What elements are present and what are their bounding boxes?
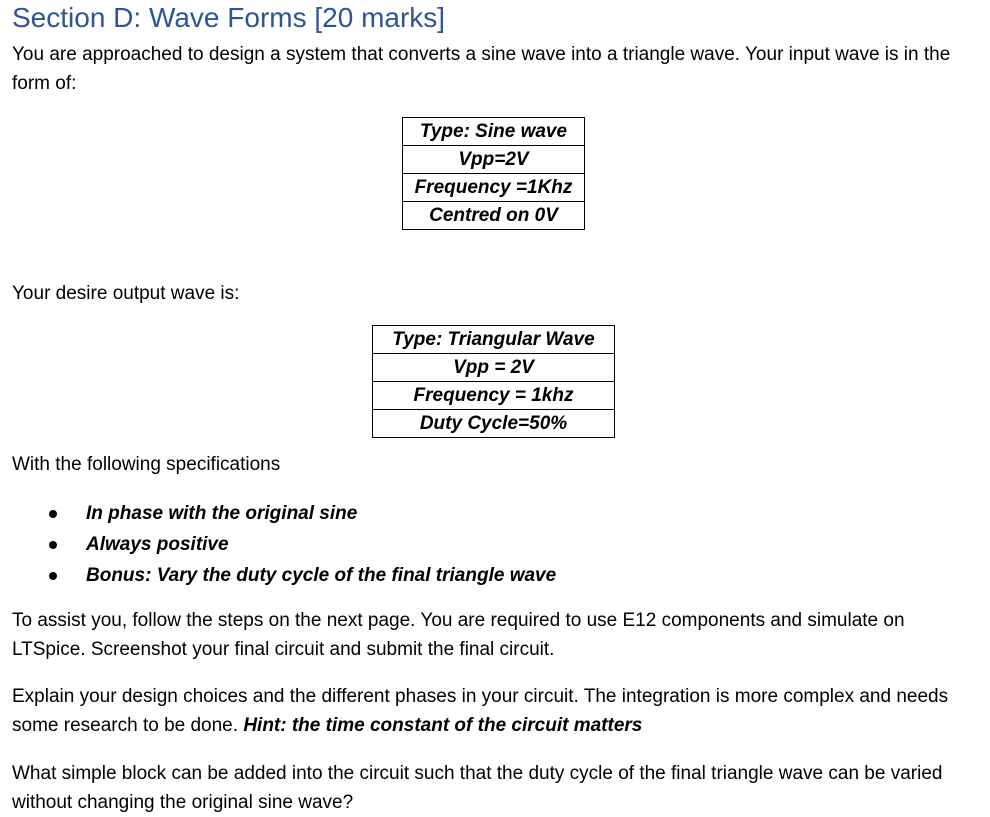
table-row — [403, 118, 585, 146]
list-item — [12, 498, 556, 529]
bullet-icon — [49, 510, 57, 518]
input-wave-type: Type: Sine wave — [403, 118, 585, 146]
table-row — [403, 146, 585, 174]
spec-bonus-duty-cycle: Bonus: Vary the duty cycle of the final triangle wave — [86, 565, 557, 586]
output-wave-duty-cycle: Duty Cycle=50% — [373, 410, 615, 438]
specs-intro: With the following specifications — [12, 454, 281, 475]
spec-always-positive: Always positive — [86, 534, 229, 555]
bullet-icon — [49, 572, 57, 580]
output-wave-frequency: Frequency = 1khz — [373, 382, 615, 410]
question-paragraph: What simple block can be added into the circuit such that the duty cycle of the final triangle wave can be varied without changing the original sine wave? — [12, 763, 943, 813]
table-row — [373, 410, 615, 438]
bullet-icon — [49, 541, 57, 549]
table-row — [373, 382, 615, 410]
section-heading: Section D: Wave Forms [20 marks] — [12, 2, 446, 33]
specs-list — [12, 498, 556, 591]
spec-in-phase: In phase with the original sine — [86, 503, 358, 524]
table-row — [403, 174, 585, 202]
table-row — [373, 326, 615, 354]
table-row — [403, 202, 585, 230]
output-intro: Your desire output wave is: — [12, 283, 240, 304]
intro-paragraph: You are approached to design a system that converts a sine wave into a triangle wave. Your input wave is in the form of: — [12, 44, 951, 94]
input-wave-frequency: Frequency =1Khz — [403, 174, 585, 202]
list-item — [12, 560, 556, 591]
assist-paragraph: To assist you, follow the steps on the next page. You are required to use E12 components and simulate on LTSpice. Screenshot your final circuit and submit the final circuit. — [12, 610, 905, 660]
explain-text: Explain your design choices and the different phases in your circuit. The integration is more complex and needs some research to be done. — [12, 686, 949, 736]
input-wave-centre: Centred on 0V — [403, 202, 585, 230]
input-wave-vpp: Vpp=2V — [403, 146, 585, 174]
output-wave-table — [372, 325, 615, 438]
output-wave-type: Type: Triangular Wave — [373, 326, 615, 354]
input-wave-table — [402, 117, 585, 230]
hint-text: Hint: the time constant of the circuit matters — [243, 715, 643, 736]
explain-paragraph — [12, 682, 980, 740]
list-item — [12, 529, 556, 560]
table-row — [373, 354, 615, 382]
output-wave-vpp: Vpp = 2V — [373, 354, 615, 382]
